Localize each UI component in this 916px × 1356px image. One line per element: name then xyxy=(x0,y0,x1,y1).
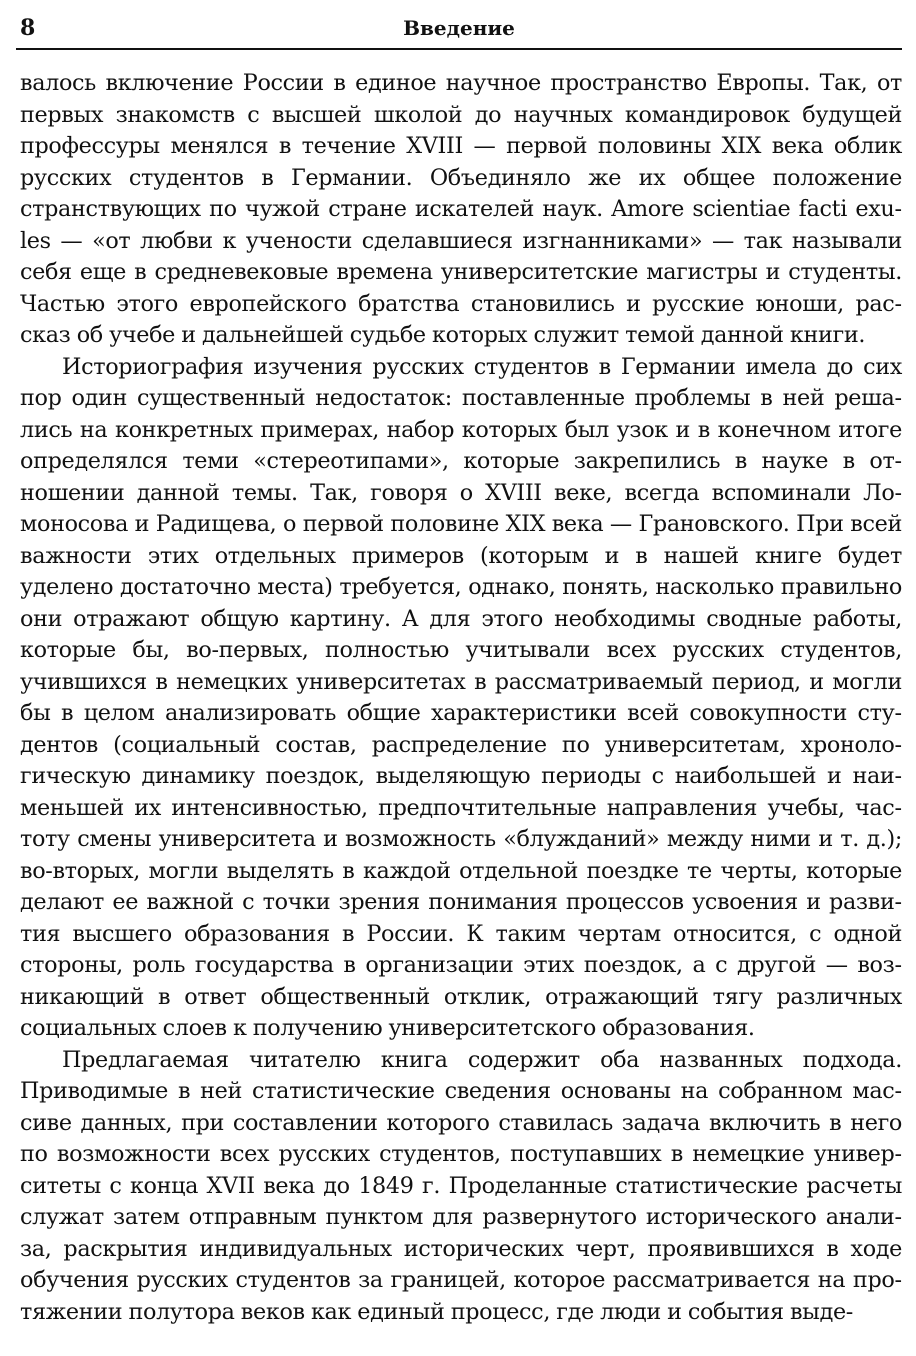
page-number: 8 xyxy=(20,15,36,41)
header-rule xyxy=(16,48,902,50)
running-head xyxy=(16,0,902,54)
book-page xyxy=(16,0,902,1356)
body-text xyxy=(20,68,902,1328)
paragraph-historiography: Историография изучения русских студентов в Германии имела до сих пор один существенный недостаток: поставленные проблемы в ней решались на конкретных примерах, набор которых был узок и в конечном итоге определялся теми «стереотипами», которые закрепились в науке в отношении данной темы. Так, говоря о XVIII веке, всегда вспоминали Ломоносова и Радищева, о первой половине XIX века — Грановского. При всей важности этих отдельных примеров (которым и в нашей книге будет уделено достаточно места) требуется, однако, понять, насколько правильно они отражают общую картину. А для этого необходимы сводные работы, которые бы, во-первых, полностью учитывали всех русских студентов, учившихся в немецких университетах в рассматриваемый период, и могли бы в целом анализировать общие характеристики всей совокупности студентов (социальный состав, распределение по университетам, хронологическую динамику поездок, выделяющую периоды с наибольшей и наименьшей их интенсивностью, предпочтительные направления учебы, частоту смены университета и возможность «блужданий» между ними и т. д.); во-вторых, могли выделять в каждой отдельной поездке те черты, которые делают ее важной с точки зрения понимания процессов усвоения и развития высшего образования в России. К таким чертам относится, с одной стороны, роль государства в организации этих поездок, а с другой — возникающий в ответ общественный отклик, отражающий тягу различных социальных слоев к получению университетского образования. xyxy=(20,353,902,1041)
paragraph-book-approach: Предлагаемая читателю книга содержит оба названных подхода. Приводимые в ней статистические сведения основаны на собранном массиве данных, при составлении которого ставилась задача включить в него по возможности всех русских студентов, поступавших в немецкие университеты с конца XVII века до 1849 г. Проделанные статистические расчеты служат затем отправным пунктом для развернутого исторического анализа, раскрытия индивидуальных исторических черт, проявившихся в ходе обучения русских студентов за границей, которое рассматривается на протяжении полутора веков как единый процесс, где люди и события выде- xyxy=(20,1046,902,1325)
paragraph-continued: валось включение России в единое научное пространство Европы. Так, от первых знакомств с высшей школой до научных командировок будущей профессуры менялся в течение XVIII — первой половины XIX века облик русских студентов в Германии. Объединяло же их общее положение странствующих по чужой стране искателей наук. Amore scientiae facti exules — «от любви к учености сделавшиеся изгнанниками» — так называли себя еще в средневековые времена университетские магистры и студенты. Частью этого европейского братства становились и русские юноши, рассказ об учебе и дальнейшей судьбе которых служит темой данной книги. xyxy=(20,70,902,348)
section-title: Введение xyxy=(403,16,515,40)
